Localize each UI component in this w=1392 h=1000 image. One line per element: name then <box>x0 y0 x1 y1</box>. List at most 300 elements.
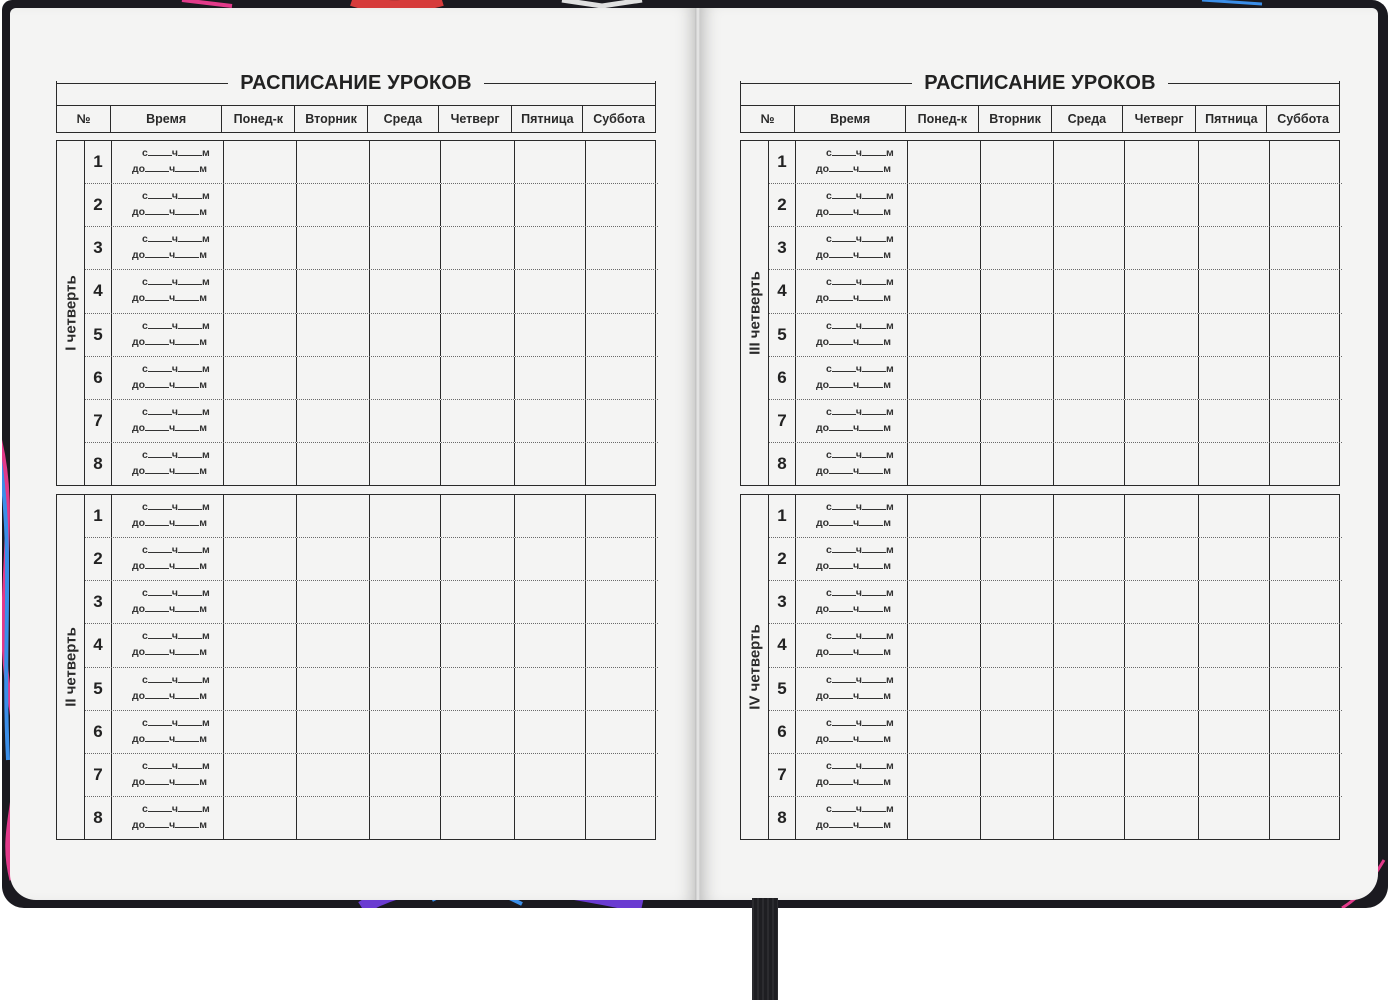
time-blank-line[interactable] <box>148 414 172 415</box>
time-blank-line[interactable] <box>148 682 172 683</box>
day-cell[interactable] <box>1054 797 1125 839</box>
time-blank-line[interactable] <box>175 741 199 742</box>
lesson-time-cell[interactable] <box>112 400 224 442</box>
day-cell[interactable] <box>297 581 370 623</box>
day-cell[interactable] <box>1199 668 1270 710</box>
day-cell[interactable] <box>1054 754 1125 796</box>
day-cell[interactable] <box>1054 270 1125 312</box>
time-blank-line[interactable] <box>859 344 883 345</box>
time-blank-line[interactable] <box>145 257 169 258</box>
lesson-time-cell[interactable] <box>796 357 908 399</box>
day-cell[interactable] <box>981 314 1054 356</box>
time-blank-line[interactable] <box>832 457 856 458</box>
time-blank-line[interactable] <box>175 784 199 785</box>
day-cell[interactable] <box>441 443 515 485</box>
lesson-time-cell[interactable] <box>112 314 224 356</box>
time-blank-line[interactable] <box>178 155 202 156</box>
time-blank-line[interactable] <box>832 414 856 415</box>
time-blank-line[interactable] <box>829 784 853 785</box>
day-cell[interactable] <box>586 624 658 666</box>
day-cell[interactable] <box>297 141 370 183</box>
time-blank-line[interactable] <box>175 473 199 474</box>
day-cell[interactable] <box>1270 711 1342 753</box>
time-blank-line[interactable] <box>175 568 199 569</box>
day-cell[interactable] <box>908 270 981 312</box>
day-cell[interactable] <box>370 184 441 226</box>
day-cell[interactable] <box>1270 400 1342 442</box>
time-blank-line[interactable] <box>148 595 172 596</box>
time-blank-line[interactable] <box>175 214 199 215</box>
day-cell[interactable] <box>908 314 981 356</box>
day-cell[interactable] <box>515 495 586 537</box>
day-cell[interactable] <box>981 668 1054 710</box>
time-blank-line[interactable] <box>178 682 202 683</box>
time-blank-line[interactable] <box>859 257 883 258</box>
time-blank-line[interactable] <box>175 698 199 699</box>
day-cell[interactable] <box>441 495 515 537</box>
day-cell[interactable] <box>441 797 515 839</box>
day-cell[interactable] <box>441 538 515 580</box>
time-blank-line[interactable] <box>859 784 883 785</box>
day-cell[interactable] <box>224 227 297 269</box>
day-cell[interactable] <box>515 314 586 356</box>
lesson-time-cell[interactable] <box>112 495 224 537</box>
time-blank-line[interactable] <box>859 568 883 569</box>
day-cell[interactable] <box>1199 314 1270 356</box>
time-blank-line[interactable] <box>859 827 883 828</box>
day-cell[interactable] <box>441 141 515 183</box>
day-cell[interactable] <box>1270 314 1342 356</box>
day-cell[interactable] <box>370 270 441 312</box>
time-blank-line[interactable] <box>175 257 199 258</box>
day-cell[interactable] <box>908 184 981 226</box>
day-cell[interactable] <box>586 668 658 710</box>
time-blank-line[interactable] <box>862 371 886 372</box>
time-blank-line[interactable] <box>145 698 169 699</box>
day-cell[interactable] <box>370 443 441 485</box>
day-cell[interactable] <box>1270 538 1342 580</box>
day-cell[interactable] <box>297 711 370 753</box>
day-cell[interactable] <box>441 227 515 269</box>
time-blank-line[interactable] <box>829 473 853 474</box>
day-cell[interactable] <box>224 184 297 226</box>
time-blank-line[interactable] <box>145 827 169 828</box>
day-cell[interactable] <box>370 400 441 442</box>
day-cell[interactable] <box>981 495 1054 537</box>
day-cell[interactable] <box>1054 624 1125 666</box>
time-blank-line[interactable] <box>829 387 853 388</box>
time-blank-line[interactable] <box>829 257 853 258</box>
day-cell[interactable] <box>1199 581 1270 623</box>
day-cell[interactable] <box>908 754 981 796</box>
lesson-time-cell[interactable] <box>112 711 224 753</box>
time-blank-line[interactable] <box>859 214 883 215</box>
time-blank-line[interactable] <box>829 171 853 172</box>
time-blank-line[interactable] <box>859 698 883 699</box>
time-blank-line[interactable] <box>148 457 172 458</box>
time-blank-line[interactable] <box>859 741 883 742</box>
time-blank-line[interactable] <box>145 611 169 612</box>
time-blank-line[interactable] <box>145 654 169 655</box>
time-blank-line[interactable] <box>175 430 199 431</box>
time-blank-line[interactable] <box>829 300 853 301</box>
day-cell[interactable] <box>586 227 658 269</box>
day-cell[interactable] <box>1199 711 1270 753</box>
time-blank-line[interactable] <box>145 568 169 569</box>
day-cell[interactable] <box>1270 624 1342 666</box>
day-cell[interactable] <box>1199 141 1270 183</box>
day-cell[interactable] <box>908 400 981 442</box>
day-cell[interactable] <box>586 538 658 580</box>
day-cell[interactable] <box>908 581 981 623</box>
day-cell[interactable] <box>515 443 586 485</box>
lesson-time-cell[interactable] <box>112 581 224 623</box>
day-cell[interactable] <box>981 227 1054 269</box>
time-blank-line[interactable] <box>862 414 886 415</box>
time-blank-line[interactable] <box>148 155 172 156</box>
day-cell[interactable] <box>586 495 658 537</box>
time-blank-line[interactable] <box>829 214 853 215</box>
day-cell[interactable] <box>1270 270 1342 312</box>
day-cell[interactable] <box>1270 668 1342 710</box>
day-cell[interactable] <box>297 797 370 839</box>
day-cell[interactable] <box>586 184 658 226</box>
time-blank-line[interactable] <box>148 725 172 726</box>
day-cell[interactable] <box>1125 400 1199 442</box>
lesson-time-cell[interactable] <box>112 141 224 183</box>
lesson-time-cell[interactable] <box>112 270 224 312</box>
time-blank-line[interactable] <box>145 430 169 431</box>
day-cell[interactable] <box>1270 797 1342 839</box>
day-cell[interactable] <box>441 400 515 442</box>
time-blank-line[interactable] <box>862 682 886 683</box>
day-cell[interactable] <box>1199 495 1270 537</box>
day-cell[interactable] <box>297 227 370 269</box>
time-blank-line[interactable] <box>829 698 853 699</box>
day-cell[interactable] <box>1054 400 1125 442</box>
day-cell[interactable] <box>224 270 297 312</box>
time-blank-line[interactable] <box>832 241 856 242</box>
day-cell[interactable] <box>370 711 441 753</box>
day-cell[interactable] <box>981 538 1054 580</box>
day-cell[interactable] <box>1125 711 1199 753</box>
day-cell[interactable] <box>981 400 1054 442</box>
time-blank-line[interactable] <box>832 638 856 639</box>
time-blank-line[interactable] <box>145 214 169 215</box>
day-cell[interactable] <box>297 754 370 796</box>
lesson-time-cell[interactable] <box>796 538 908 580</box>
day-cell[interactable] <box>370 227 441 269</box>
time-blank-line[interactable] <box>862 284 886 285</box>
lesson-time-cell[interactable] <box>796 270 908 312</box>
day-cell[interactable] <box>441 668 515 710</box>
lesson-time-cell[interactable] <box>112 184 224 226</box>
day-cell[interactable] <box>441 581 515 623</box>
time-blank-line[interactable] <box>145 784 169 785</box>
day-cell[interactable] <box>981 141 1054 183</box>
day-cell[interactable] <box>1199 270 1270 312</box>
day-cell[interactable] <box>586 711 658 753</box>
time-blank-line[interactable] <box>862 595 886 596</box>
day-cell[interactable] <box>586 797 658 839</box>
day-cell[interactable] <box>1125 668 1199 710</box>
time-blank-line[interactable] <box>145 344 169 345</box>
time-blank-line[interactable] <box>859 473 883 474</box>
day-cell[interactable] <box>1199 443 1270 485</box>
lesson-time-cell[interactable] <box>796 400 908 442</box>
time-blank-line[interactable] <box>829 525 853 526</box>
day-cell[interactable] <box>515 184 586 226</box>
day-cell[interactable] <box>515 227 586 269</box>
day-cell[interactable] <box>224 581 297 623</box>
day-cell[interactable] <box>515 270 586 312</box>
time-blank-line[interactable] <box>829 568 853 569</box>
time-blank-line[interactable] <box>829 741 853 742</box>
day-cell[interactable] <box>1125 754 1199 796</box>
day-cell[interactable] <box>297 443 370 485</box>
time-blank-line[interactable] <box>862 768 886 769</box>
day-cell[interactable] <box>224 797 297 839</box>
day-cell[interactable] <box>1054 227 1125 269</box>
time-blank-line[interactable] <box>832 768 856 769</box>
day-cell[interactable] <box>908 624 981 666</box>
day-cell[interactable] <box>515 141 586 183</box>
day-cell[interactable] <box>224 538 297 580</box>
time-blank-line[interactable] <box>175 344 199 345</box>
time-blank-line[interactable] <box>145 171 169 172</box>
day-cell[interactable] <box>370 624 441 666</box>
time-blank-line[interactable] <box>175 387 199 388</box>
time-blank-line[interactable] <box>148 371 172 372</box>
lesson-time-cell[interactable] <box>796 184 908 226</box>
day-cell[interactable] <box>370 538 441 580</box>
day-cell[interactable] <box>515 538 586 580</box>
time-blank-line[interactable] <box>178 725 202 726</box>
day-cell[interactable] <box>586 443 658 485</box>
time-blank-line[interactable] <box>178 457 202 458</box>
time-blank-line[interactable] <box>148 552 172 553</box>
time-blank-line[interactable] <box>178 284 202 285</box>
day-cell[interactable] <box>1125 357 1199 399</box>
day-cell[interactable] <box>297 314 370 356</box>
time-blank-line[interactable] <box>829 611 853 612</box>
day-cell[interactable] <box>1199 357 1270 399</box>
day-cell[interactable] <box>1199 797 1270 839</box>
day-cell[interactable] <box>370 754 441 796</box>
day-cell[interactable] <box>297 400 370 442</box>
day-cell[interactable] <box>1054 141 1125 183</box>
day-cell[interactable] <box>586 581 658 623</box>
time-blank-line[interactable] <box>148 768 172 769</box>
time-blank-line[interactable] <box>175 827 199 828</box>
time-blank-line[interactable] <box>829 654 853 655</box>
time-blank-line[interactable] <box>859 525 883 526</box>
lesson-time-cell[interactable] <box>112 538 224 580</box>
day-cell[interactable] <box>586 400 658 442</box>
lesson-time-cell[interactable] <box>112 443 224 485</box>
lesson-time-cell[interactable] <box>796 711 908 753</box>
day-cell[interactable] <box>1054 184 1125 226</box>
lesson-time-cell[interactable] <box>112 754 224 796</box>
day-cell[interactable] <box>1199 538 1270 580</box>
time-blank-line[interactable] <box>148 241 172 242</box>
day-cell[interactable] <box>297 270 370 312</box>
day-cell[interactable] <box>1054 357 1125 399</box>
day-cell[interactable] <box>515 357 586 399</box>
day-cell[interactable] <box>1125 624 1199 666</box>
lesson-time-cell[interactable] <box>796 754 908 796</box>
day-cell[interactable] <box>1270 495 1342 537</box>
time-blank-line[interactable] <box>148 509 172 510</box>
time-blank-line[interactable] <box>145 741 169 742</box>
day-cell[interactable] <box>441 624 515 666</box>
day-cell[interactable] <box>908 538 981 580</box>
day-cell[interactable] <box>1199 754 1270 796</box>
day-cell[interactable] <box>1125 314 1199 356</box>
day-cell[interactable] <box>1054 538 1125 580</box>
time-blank-line[interactable] <box>175 654 199 655</box>
day-cell[interactable] <box>908 797 981 839</box>
time-blank-line[interactable] <box>148 198 172 199</box>
day-cell[interactable] <box>1054 668 1125 710</box>
time-blank-line[interactable] <box>145 525 169 526</box>
time-blank-line[interactable] <box>832 682 856 683</box>
time-blank-line[interactable] <box>175 300 199 301</box>
day-cell[interactable] <box>1054 711 1125 753</box>
time-blank-line[interactable] <box>178 198 202 199</box>
day-cell[interactable] <box>981 797 1054 839</box>
lesson-time-cell[interactable] <box>112 357 224 399</box>
day-cell[interactable] <box>1125 581 1199 623</box>
day-cell[interactable] <box>1054 443 1125 485</box>
lesson-time-cell[interactable] <box>796 581 908 623</box>
time-blank-line[interactable] <box>148 638 172 639</box>
day-cell[interactable] <box>981 184 1054 226</box>
lesson-time-cell[interactable] <box>112 227 224 269</box>
day-cell[interactable] <box>1270 754 1342 796</box>
day-cell[interactable] <box>908 711 981 753</box>
lesson-time-cell[interactable] <box>796 314 908 356</box>
time-blank-line[interactable] <box>862 328 886 329</box>
time-blank-line[interactable] <box>145 387 169 388</box>
time-blank-line[interactable] <box>178 638 202 639</box>
bookmark-ribbon[interactable] <box>752 898 778 1000</box>
time-blank-line[interactable] <box>832 595 856 596</box>
day-cell[interactable] <box>981 754 1054 796</box>
day-cell[interactable] <box>370 797 441 839</box>
day-cell[interactable] <box>370 357 441 399</box>
lesson-time-cell[interactable] <box>796 443 908 485</box>
day-cell[interactable] <box>908 357 981 399</box>
day-cell[interactable] <box>981 270 1054 312</box>
time-blank-line[interactable] <box>859 171 883 172</box>
day-cell[interactable] <box>908 227 981 269</box>
day-cell[interactable] <box>441 711 515 753</box>
day-cell[interactable] <box>1270 581 1342 623</box>
time-blank-line[interactable] <box>178 371 202 372</box>
lesson-time-cell[interactable] <box>796 624 908 666</box>
day-cell[interactable] <box>1125 797 1199 839</box>
day-cell[interactable] <box>586 357 658 399</box>
day-cell[interactable] <box>441 357 515 399</box>
lesson-time-cell[interactable] <box>112 797 224 839</box>
day-cell[interactable] <box>1199 624 1270 666</box>
lesson-time-cell[interactable] <box>112 668 224 710</box>
time-blank-line[interactable] <box>832 725 856 726</box>
day-cell[interactable] <box>1270 357 1342 399</box>
time-blank-line[interactable] <box>832 284 856 285</box>
time-blank-line[interactable] <box>832 328 856 329</box>
day-cell[interactable] <box>297 357 370 399</box>
time-blank-line[interactable] <box>862 241 886 242</box>
time-blank-line[interactable] <box>178 241 202 242</box>
time-blank-line[interactable] <box>145 473 169 474</box>
day-cell[interactable] <box>297 668 370 710</box>
day-cell[interactable] <box>981 581 1054 623</box>
time-blank-line[interactable] <box>862 811 886 812</box>
time-blank-line[interactable] <box>148 284 172 285</box>
time-blank-line[interactable] <box>175 171 199 172</box>
lesson-time-cell[interactable] <box>112 624 224 666</box>
time-blank-line[interactable] <box>862 638 886 639</box>
lesson-time-cell[interactable] <box>796 495 908 537</box>
day-cell[interactable] <box>224 141 297 183</box>
day-cell[interactable] <box>1125 443 1199 485</box>
time-blank-line[interactable] <box>148 328 172 329</box>
day-cell[interactable] <box>515 711 586 753</box>
lesson-time-cell[interactable] <box>796 141 908 183</box>
day-cell[interactable] <box>224 495 297 537</box>
time-blank-line[interactable] <box>829 827 853 828</box>
day-cell[interactable] <box>441 754 515 796</box>
day-cell[interactable] <box>515 581 586 623</box>
time-blank-line[interactable] <box>178 768 202 769</box>
time-blank-line[interactable] <box>148 811 172 812</box>
time-blank-line[interactable] <box>859 654 883 655</box>
time-blank-line[interactable] <box>862 155 886 156</box>
day-cell[interactable] <box>441 314 515 356</box>
day-cell[interactable] <box>586 141 658 183</box>
day-cell[interactable] <box>1054 495 1125 537</box>
day-cell[interactable] <box>224 754 297 796</box>
time-blank-line[interactable] <box>832 509 856 510</box>
day-cell[interactable] <box>908 443 981 485</box>
day-cell[interactable] <box>515 797 586 839</box>
day-cell[interactable] <box>981 624 1054 666</box>
time-blank-line[interactable] <box>862 198 886 199</box>
time-blank-line[interactable] <box>859 300 883 301</box>
lesson-time-cell[interactable] <box>796 668 908 710</box>
day-cell[interactable] <box>1054 314 1125 356</box>
day-cell[interactable] <box>586 270 658 312</box>
day-cell[interactable] <box>981 357 1054 399</box>
time-blank-line[interactable] <box>175 525 199 526</box>
day-cell[interactable] <box>370 581 441 623</box>
day-cell[interactable] <box>441 184 515 226</box>
day-cell[interactable] <box>515 400 586 442</box>
time-blank-line[interactable] <box>832 198 856 199</box>
time-blank-line[interactable] <box>862 457 886 458</box>
time-blank-line[interactable] <box>859 430 883 431</box>
time-blank-line[interactable] <box>175 611 199 612</box>
day-cell[interactable] <box>1199 400 1270 442</box>
day-cell[interactable] <box>370 668 441 710</box>
time-blank-line[interactable] <box>832 552 856 553</box>
day-cell[interactable] <box>1125 495 1199 537</box>
day-cell[interactable] <box>908 141 981 183</box>
day-cell[interactable] <box>586 314 658 356</box>
day-cell[interactable] <box>1270 227 1342 269</box>
